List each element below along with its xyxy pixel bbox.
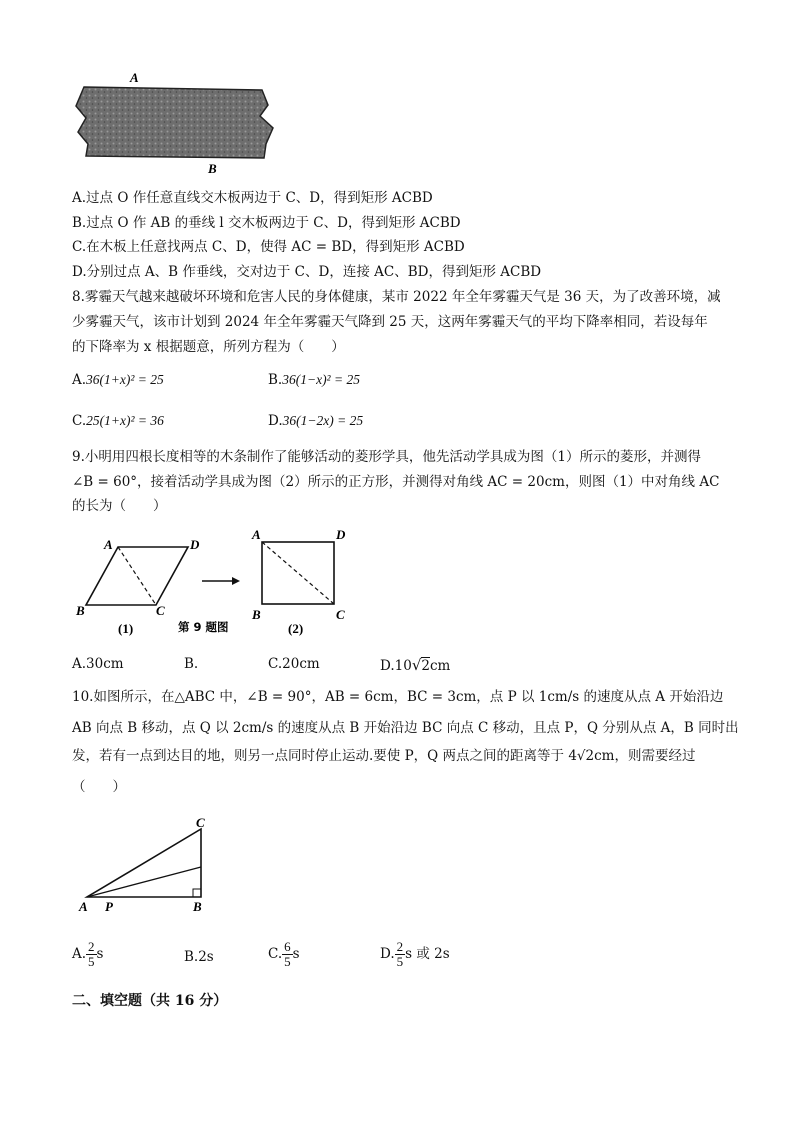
q8-option-a: A.36(1+x)² = 25 bbox=[72, 372, 164, 388]
triangle-label-a: A bbox=[79, 899, 88, 914]
section-2-heading bbox=[72, 990, 227, 1010]
q10-line-3: 发，若有一点到达目的地，则另一点同时停止运动.要使 P，Q 两点之间的距离等于 4√2cm，则需要经过 bbox=[72, 748, 696, 764]
segment-aq bbox=[87, 867, 201, 897]
q9-option-b: B. bbox=[184, 656, 199, 672]
q9-option-a: A.30cm bbox=[72, 656, 124, 672]
square-label-d: D bbox=[336, 527, 346, 542]
q8-option-b: B.36(1−x)² = 25 bbox=[268, 372, 360, 388]
q9-option-c: C.20cm bbox=[268, 656, 320, 672]
q7-option-b: B.过点 O 作 AB 的垂线 l 交木板两边于 C、D，得到矩形 ACBD bbox=[72, 215, 461, 231]
caption-fig-title: 第 9 题图 bbox=[178, 620, 229, 634]
rhombus-label-c: C bbox=[156, 603, 165, 618]
q10-option-b: B.2s bbox=[184, 949, 214, 965]
rhombus-label-b: B bbox=[76, 603, 85, 618]
right-angle-mark bbox=[193, 889, 201, 897]
caption-fig-1: (1) bbox=[118, 621, 134, 636]
q10-line-2: AB 向点 B 移动，点 Q 以 2cm/s 的速度从点 B 开始沿边 BC 向点 C 移动，且点 P，Q 分别从点 A，B 同时出 bbox=[72, 720, 739, 736]
q9-line-3: 的长为（ ） bbox=[72, 498, 167, 514]
q8-line-3: 的下降率为 x 根据题意，所列方程为（ ） bbox=[72, 339, 345, 355]
q8-option-d: D.36(1−2x) = 25 bbox=[268, 413, 364, 429]
square-label-c: C bbox=[336, 607, 345, 622]
q10-line-4: （ ） bbox=[72, 779, 126, 795]
square-label-a: A bbox=[252, 527, 261, 542]
q9-figure bbox=[70, 525, 360, 640]
q10-triangle-figure bbox=[75, 815, 220, 915]
q10-option-c: C. $\frac{6}{5}$ s bbox=[268, 939, 300, 969]
q9-line-2: ∠B = 60°，接着活动学具成为图（2）所示的正方形，并测得对角线 AC = 20cm，则图（1）中对角线 AC bbox=[72, 474, 720, 490]
q8-line-1: 8.雾霾天气越来越破坏环境和危害人民的身体健康，某市 2022 年全年雾霾天气是 36 天，为了改善环境，减 bbox=[72, 289, 721, 305]
triangle-label-b: B bbox=[193, 899, 202, 914]
board-label-b: B bbox=[208, 161, 217, 176]
q8-option-c: C.25(1+x)² = 36 bbox=[72, 413, 164, 429]
section-2-title: 二、填空题（共 16 分） bbox=[72, 993, 228, 1009]
rhombus-diagonal-ac bbox=[118, 547, 156, 605]
q10-option-a: A. $\frac{2}{5}$ s bbox=[72, 939, 104, 969]
q7-option-c: C.在木板上任意找两点 C、D，使得 AC = BD，得到矩形 ACBD bbox=[72, 239, 465, 255]
q7-option-d: D.分别过点 A、B 作垂线，交对边于 C、D，连接 AC、BD，得到矩形 ACBD bbox=[72, 264, 542, 280]
q8-line-2: 少雾霾天气，该市计划到 2024 年全年雾霾天气降到 25 天，这两年雾霾天气的平均下降率相同，若设每年 bbox=[72, 314, 708, 330]
triangle-label-p: P bbox=[105, 899, 113, 914]
triangle-abc bbox=[87, 829, 201, 897]
q10-option-d: D. $\frac{2}{5}$ s 或 2s bbox=[380, 939, 450, 969]
triangle-label-c: C bbox=[196, 815, 205, 830]
caption-fig-2: (2) bbox=[288, 621, 304, 636]
square-diagonal-ac bbox=[262, 542, 334, 604]
q7-option-a: A.过点 O 作任意直线交木板两边于 C、D，得到矩形 ACBD bbox=[72, 190, 433, 206]
q10-line-1: 10.如图所示，在△ABC 中，∠B = 90°，AB = 6cm，BC = 3cm，点 P 以 1cm/s 的速度从点 A 开始沿边 bbox=[72, 689, 724, 705]
rhombus-label-a: A bbox=[104, 537, 113, 552]
rhombus-label-d: D bbox=[190, 537, 200, 552]
rhombus-shape bbox=[86, 547, 188, 605]
arrow-head bbox=[232, 577, 240, 585]
board-label-a: A bbox=[130, 70, 139, 85]
q9-line-1: 9.小明用四根长度相等的木条制作了能够活动的菱形学具，他先活动学具成为图（1）所示的菱形，并测得 bbox=[72, 449, 701, 465]
q9-option-d: D.10√2cm bbox=[380, 656, 451, 674]
wooden-board-figure bbox=[70, 70, 280, 180]
square-label-b: B bbox=[252, 607, 261, 622]
